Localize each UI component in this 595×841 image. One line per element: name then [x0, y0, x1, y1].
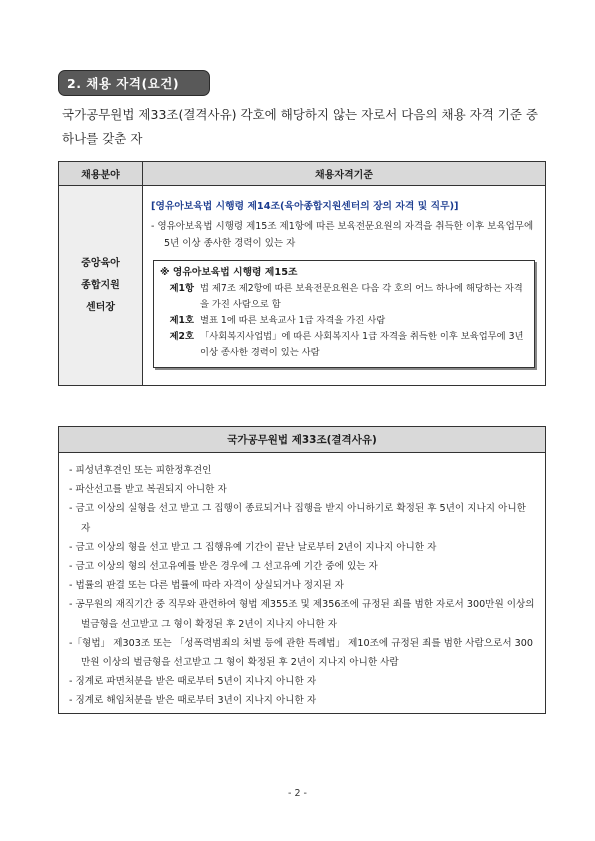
note-label: 제1호 [169, 315, 194, 326]
note-title: ※ 영유아보육법 시행령 제15조 [160, 267, 298, 278]
criteria-cell [143, 186, 546, 386]
note-row [160, 281, 528, 313]
page-number: - 2 - [288, 788, 307, 799]
note-row [160, 329, 528, 361]
note-label: 제1항 [169, 283, 194, 294]
criteria-line: - 영유아보육법 시행령 제15조 제1항에 따른 보육전문요원의 자격을 취득한 이후 보육업무에 5년 이상 종사한 경력이 있는 자 [151, 221, 534, 249]
disqualification-title: 국가공무원법 제33조(결격사유) [59, 427, 545, 453]
list-item: - 피성년후견인 또는 피한정후견인 [69, 465, 212, 476]
criteria-heading: [영유아보육법 시행령 제14조(육아종합지원센터의 장의 자격 및 직무)] [151, 201, 459, 212]
table-row [59, 186, 546, 386]
field-line: 종합지원 [81, 279, 120, 291]
disqualification-list [59, 453, 545, 717]
note-label: 제2호 [169, 331, 194, 342]
note-text: 별표 1에 따른 보육교사 1급 자격을 가진 사람 [200, 315, 386, 326]
field-line: 센터장 [86, 301, 115, 313]
note-box [153, 260, 535, 368]
note-text: 법 제7조 제2항에 따른 보육전문요원은 다음 각 호의 어느 하나에 해당하는 자격을 가진 사람으로 함 [200, 283, 523, 310]
list-item: - 징계로 파면처분을 받은 때로부터 5년이 지나지 아니한 자 [69, 676, 317, 688]
list-item: - 금고 이상의 형의 선고유예를 받은 경우에 그 선고유예 기간 중에 있는 자 [69, 561, 378, 573]
list-item: - 징계로 해임처분을 받은 때로부터 3년이 지나지 아니한 자 [69, 695, 317, 707]
list-item: - 법률의 판결 또는 다른 법률에 따라 자격이 상실되거나 정지된 자 [69, 580, 344, 592]
qualification-table [58, 161, 546, 386]
disqualification-box [58, 426, 546, 714]
list-item: - 파산선고를 받고 복권되지 아니한 자 [69, 484, 227, 496]
note-text: 「사회복지사업법」에 따른 사회복지사 1급 자격을 취득한 이후 보육업무에 3년 이상 종사한 경력이 있는 사람 [200, 331, 524, 358]
section-title: 2. 채용 자격(요건) [67, 76, 180, 91]
list-item: - 금고 이상의 실형을 선고 받고 그 집행이 종료되거나 집행을 받지 아니하기로 확정된 후 5년이 지나지 아니한 자 [69, 503, 526, 534]
note-row [160, 313, 528, 329]
section-title-badge [58, 70, 210, 96]
field-line: 중앙육아 [81, 257, 120, 269]
list-item: -「형법」 제303조 또는 「성폭력범죄의 처벌 등에 관한 특례법」 제10조에 규정된 죄를 범한 사람으로서 300만원 이상의 벌금형을 선고받고 그 형이 확정된 후 2년이 지나지 아니한 사람 [69, 637, 533, 669]
intro-paragraph: 국가공무원법 제33조(결격사유) 각호에 해당하지 않는 자로서 다음의 채용 자격 기준 중 하나를 갖춘 자 [62, 107, 538, 146]
field-cell [59, 186, 143, 386]
list-item: - 금고 이상의 형을 선고 받고 그 집행유예 기간이 끝난 날로부터 2년이 지나지 아니한 자 [69, 541, 437, 553]
header-criteria: 채용자격기준 [143, 162, 546, 186]
list-item: - 공무원의 재직기간 중 직무와 관련하여 형법 제355조 및 제356조에 규정된 죄를 범한 자로서 300만원 이상의 벌금형을 선고받고 그 형이 확정된 후 2년이 지나지 아니한 자 [69, 599, 535, 630]
header-field: 채용분야 [59, 162, 143, 186]
table-header-row [59, 162, 546, 186]
